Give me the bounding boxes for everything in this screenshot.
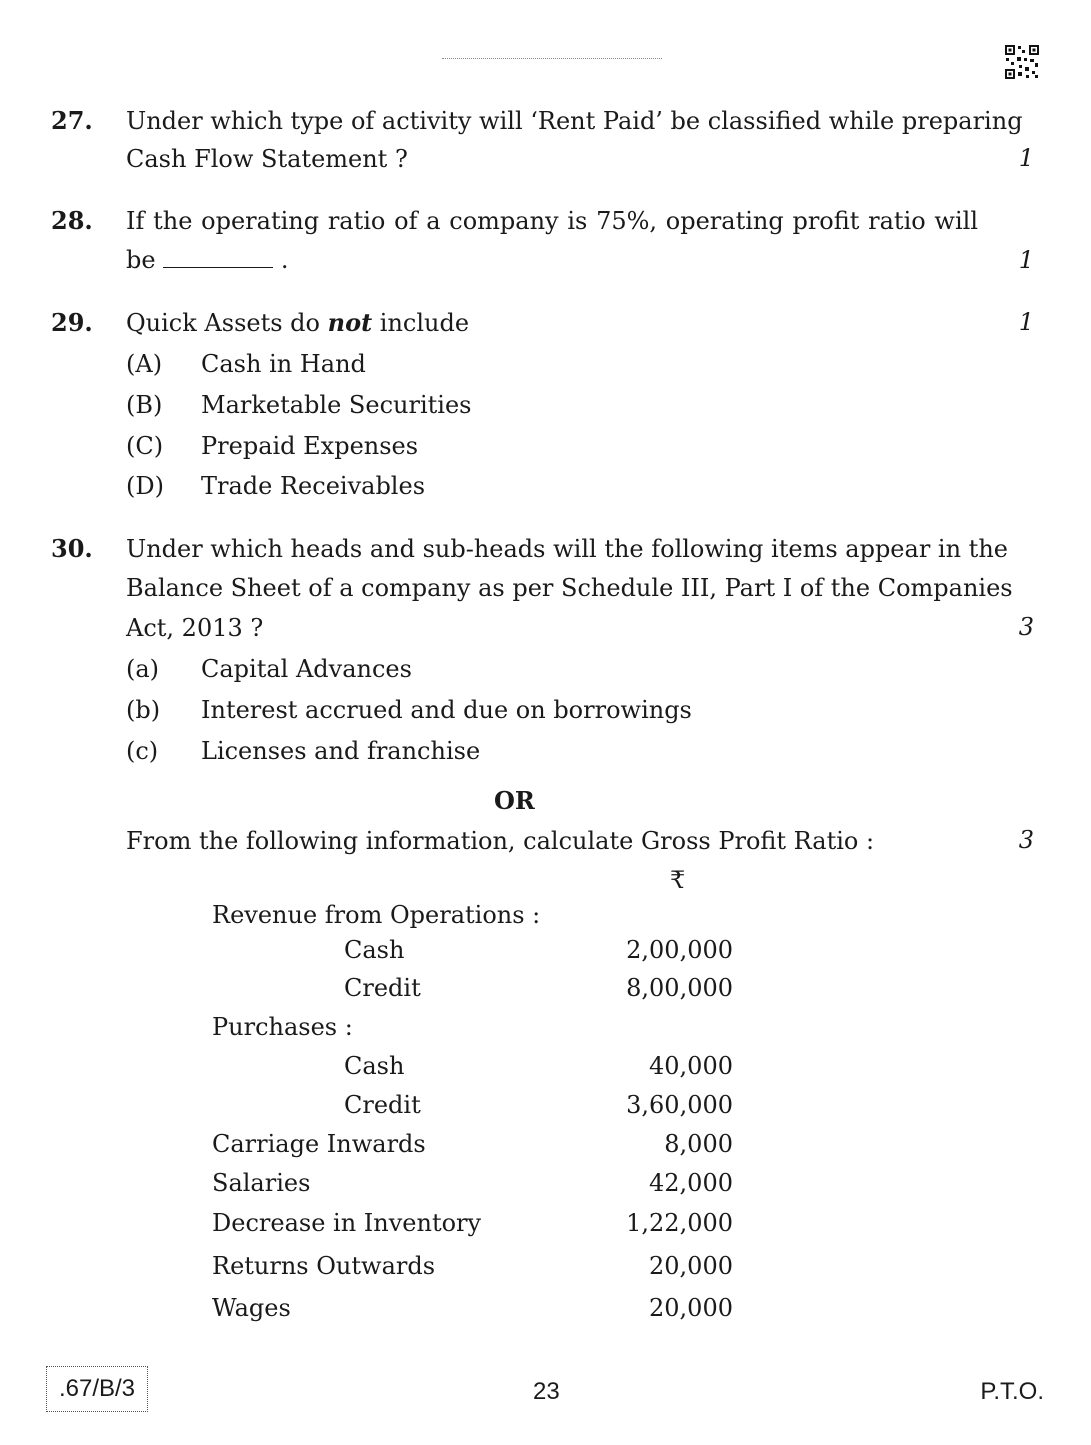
table-row-value: 8,00,000 xyxy=(626,974,733,1002)
table-row-value: 3,60,000 xyxy=(626,1091,733,1119)
item-label: (b) xyxy=(126,696,161,724)
question-text: be xyxy=(126,246,156,274)
table-row-value: 1,22,000 xyxy=(626,1209,733,1237)
table-row-value: 8,000 xyxy=(664,1130,733,1158)
table-heading: Revenue from Operations : xyxy=(212,901,541,929)
table-row-label: Carriage Inwards xyxy=(212,1130,426,1158)
question-text: Under which type of activity will ‘Rent Paid’ be classified while preparing xyxy=(126,107,1023,135)
paper-code-text: .67/B/3 xyxy=(58,1375,136,1402)
marks: 1 xyxy=(1018,144,1034,172)
table-heading: Purchases : xyxy=(212,1013,353,1041)
table-row-label: Decrease in Inventory xyxy=(212,1209,482,1237)
question-text: Under which heads and sub-heads will the following items appear in the xyxy=(126,535,1008,563)
table-row-label: Credit xyxy=(344,1091,421,1119)
table-row-label: Wages xyxy=(212,1294,291,1322)
question-text xyxy=(126,304,978,342)
header-rule xyxy=(442,58,662,63)
question-text: Act, 2013 ? xyxy=(126,614,264,642)
page-number: 23 xyxy=(533,1378,560,1405)
table-row-value: 20,000 xyxy=(649,1294,733,1322)
option-text: Cash in Hand xyxy=(201,350,366,378)
item-text: Interest accrued and due on borrowings xyxy=(201,696,692,724)
marks: 3 xyxy=(1018,826,1034,854)
option-label: (D) xyxy=(126,472,164,500)
paper-code xyxy=(46,1366,148,1412)
marks: 3 xyxy=(1018,613,1034,641)
item-label: (a) xyxy=(126,655,160,683)
fill-in-blank xyxy=(163,249,273,268)
or-separator: OR xyxy=(494,786,535,815)
question-text-line2 xyxy=(126,241,978,279)
marks: 1 xyxy=(1018,308,1034,336)
question-number: 28. xyxy=(51,206,93,235)
table-row-label: Salaries xyxy=(212,1169,311,1197)
item-text: Licenses and franchise xyxy=(201,737,481,765)
rupee-column-header: ₹ xyxy=(670,866,686,894)
option-text: Trade Receivables xyxy=(201,472,426,500)
option-text: Marketable Securities xyxy=(201,391,472,419)
question-text: Balance Sheet of a company as per Schedule III, Part I of the Companies xyxy=(126,574,1013,602)
please-turn-over: P.T.O. xyxy=(980,1378,1044,1405)
qr-code-icon xyxy=(1004,44,1040,80)
item-text: Capital Advances xyxy=(201,655,412,683)
question-number: 27. xyxy=(51,106,93,135)
option-label: (C) xyxy=(126,432,164,460)
option-label: (A) xyxy=(126,350,163,378)
emphasis-text: not xyxy=(327,308,373,337)
table-row-value: 20,000 xyxy=(649,1252,733,1280)
table-row-value: 40,000 xyxy=(649,1052,733,1080)
question-text: include xyxy=(372,309,470,337)
table-row-label: Returns Outwards xyxy=(212,1252,436,1280)
table-row-label: Cash xyxy=(344,936,405,964)
table-row-value: 2,00,000 xyxy=(626,936,733,964)
table-row-value: 42,000 xyxy=(649,1169,733,1197)
question-text: . xyxy=(280,246,289,274)
item-label: (c) xyxy=(126,737,159,765)
question-text: Quick Assets do xyxy=(126,309,328,337)
question-text: If the operating ratio of a company is 75%, operating profit ratio will xyxy=(126,207,978,235)
table-row-label: Credit xyxy=(344,974,421,1002)
option-text: Prepaid Expenses xyxy=(201,432,419,460)
question-text: Cash Flow Statement ? xyxy=(126,145,408,173)
alternative-question-text: From the following information, calculate Gross Profit Ratio : xyxy=(126,827,875,855)
question-number: 29. xyxy=(51,308,93,337)
option-label: (B) xyxy=(126,391,163,419)
table-row-label: Cash xyxy=(344,1052,405,1080)
question-number: 30. xyxy=(51,534,93,563)
marks: 1 xyxy=(1018,246,1034,274)
